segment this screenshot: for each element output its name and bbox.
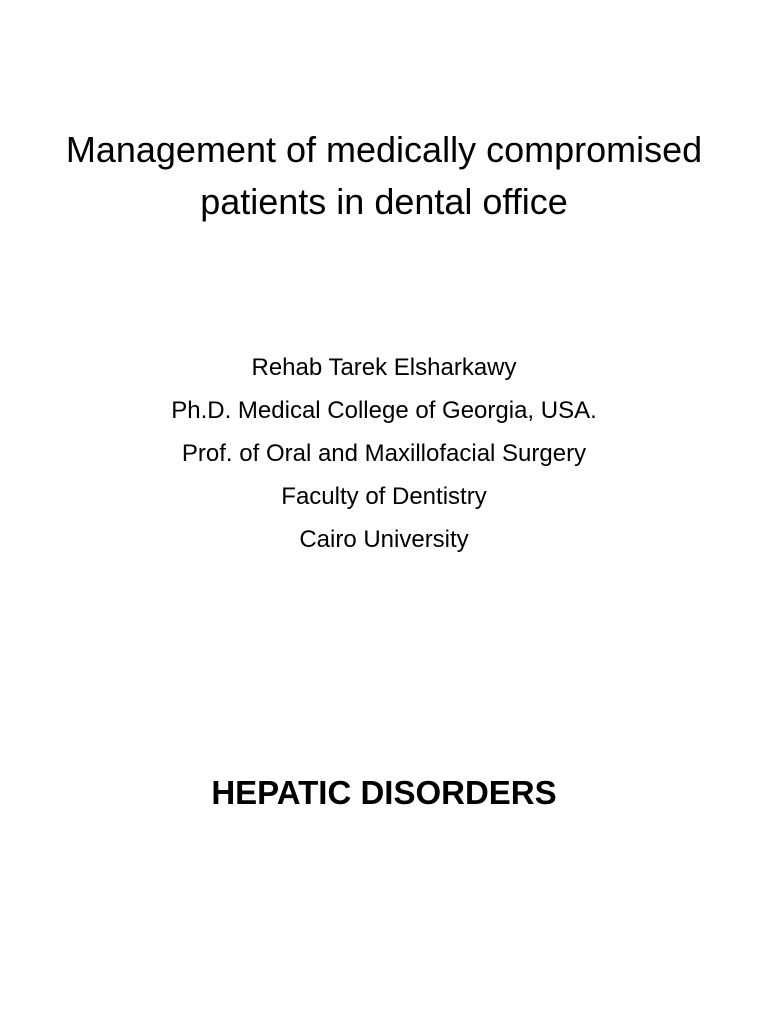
- section-heading: HEPATIC DISORDERS: [211, 774, 557, 811]
- author-university: Cairo University: [299, 526, 469, 553]
- author-info: [0, 346, 768, 561]
- slide-title-line-1: Management of medically compromised: [65, 129, 703, 170]
- author-position: Prof. of Oral and Maxillofacial Surgery: [181, 440, 587, 467]
- slide-title-line-2: patients in dental office: [200, 181, 568, 222]
- author-degree: Ph.D. Medical College of Georgia, USA.: [171, 397, 597, 424]
- author-name: Rehab Tarek Elsharkawy: [251, 354, 517, 381]
- author-faculty: Faculty of Dentistry: [281, 483, 487, 510]
- slide-title: [0, 124, 768, 228]
